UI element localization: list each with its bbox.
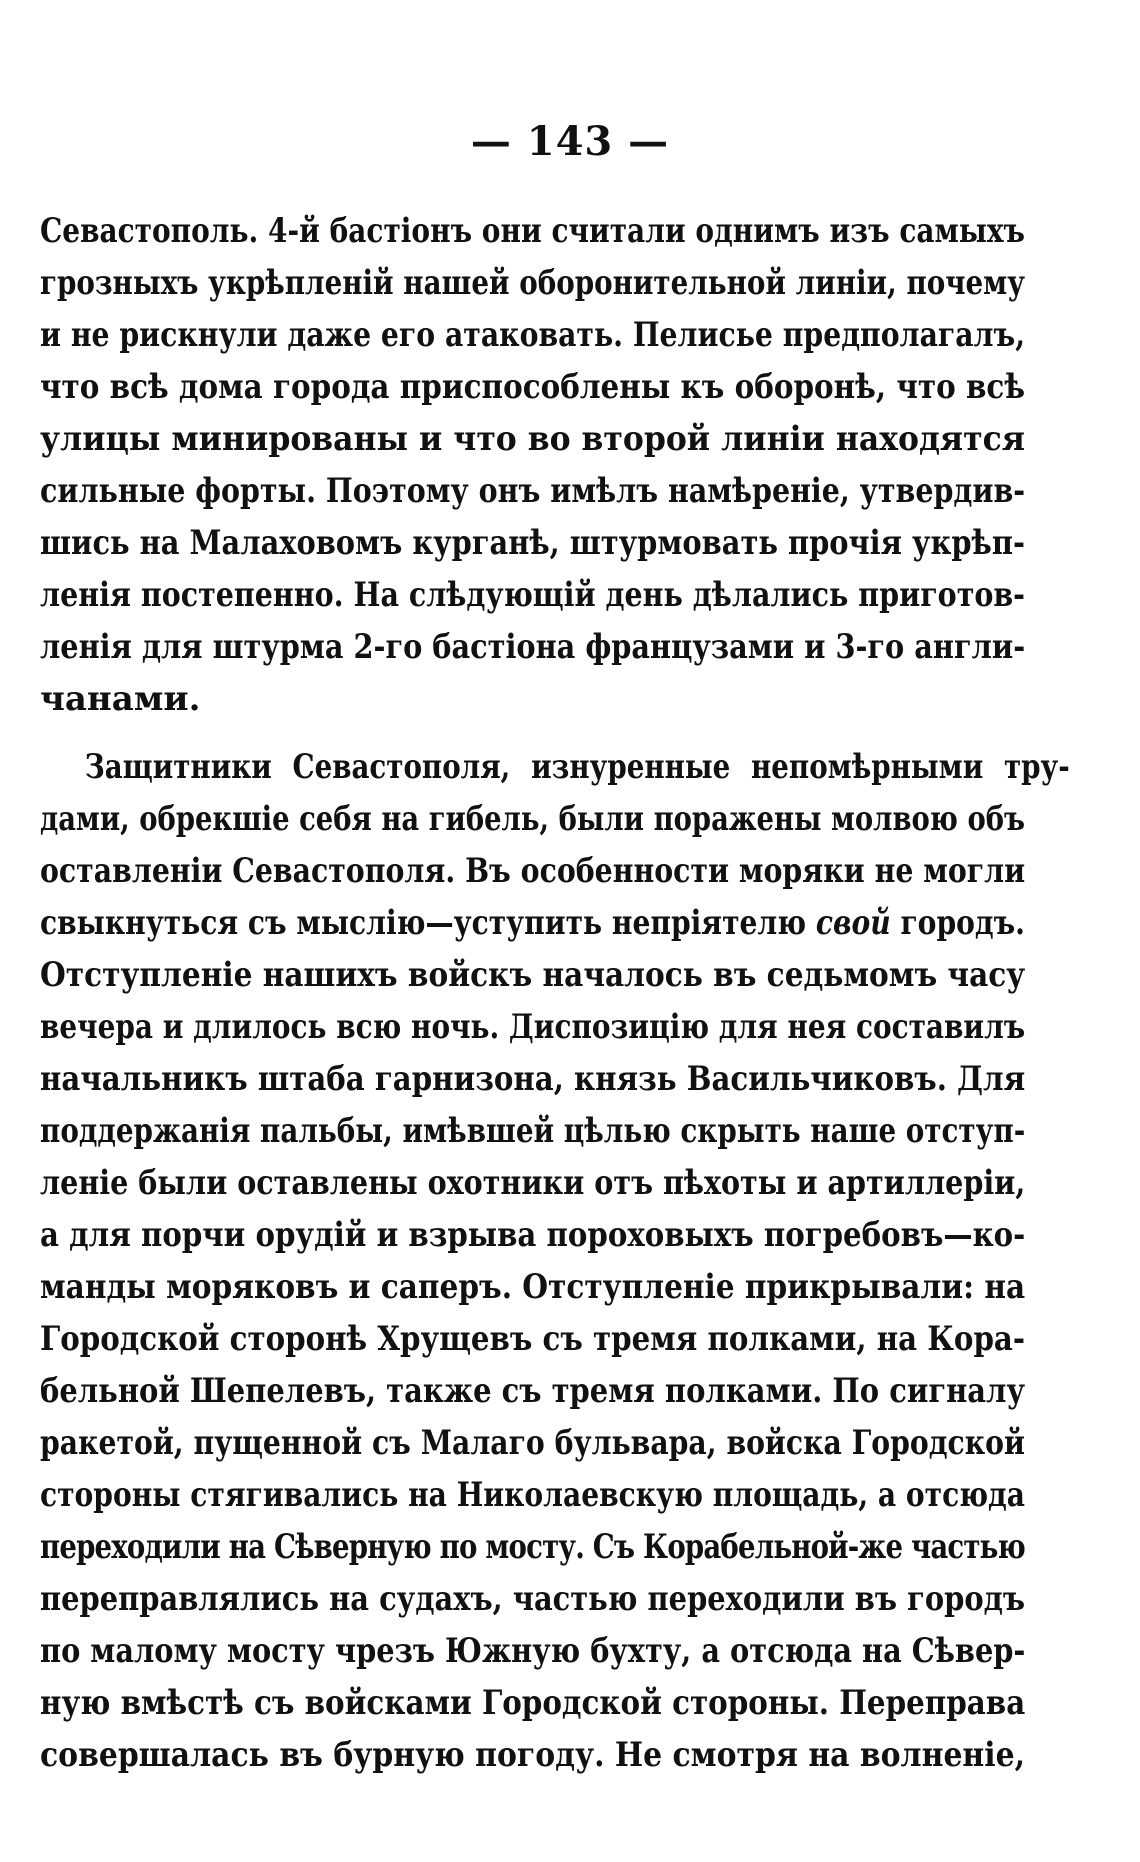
text-line: шись на Малаховомъ курганѣ, штурмовать прочія укрѣп- [40, 523, 1025, 563]
text-line: начальникъ штаба гарнизона, князь Васильчиковъ. Для [40, 1059, 1026, 1099]
text-line: чанами. [40, 679, 201, 719]
text-line: переправлялись на судахъ, частью переходили въ городъ [40, 1579, 1026, 1619]
page-number: — 143 — [470, 118, 670, 165]
text-line: и не рискнули даже его атаковать. Пелисье предполагалъ, [40, 315, 1026, 355]
text-line: стороны стягивались на Николаевскую площадь, а отсюда [40, 1475, 1025, 1515]
text-line: оставленіи Севастополя. Въ особенности моряки не могли [40, 851, 1026, 891]
text-line: ленія постепенно. На слѣдующій день дѣлались приготов- [40, 575, 1026, 615]
text-line-with-emphasis [40, 897, 1025, 949]
paragraph-1 [40, 205, 1025, 725]
emphasis-word: свой [815, 903, 891, 943]
paragraph-2 [40, 741, 1070, 1781]
text-line: вечера и длилось всю ночь. Диспозицію для нея составилъ [40, 1007, 1026, 1047]
text-line: ную вмѣстѣ съ войсками Городской стороны. Переправа [40, 1683, 1026, 1723]
text-line: бельной Шепелевъ, также съ тремя полками. По сигналу [40, 1371, 1026, 1411]
text-line: переходили на Сѣверную по мосту. Съ Корабельной-же частью [40, 1527, 1026, 1567]
text-line: по малому мосту чрезъ Южную бухту, а отсюда на Сѣвер- [40, 1631, 1026, 1671]
text-line: Защитники Севастополя, изнуренные непомѣрными тру- [84, 747, 1070, 787]
line-lead: свыкнуться съ мыслію—уступить непріятелю [40, 903, 807, 943]
text-line: совершалась въ бурную погоду. Не смотря на волненіе, [40, 1735, 1026, 1775]
text-line: поддержанія пальбы, имѣвшей цѣлью скрыть наше отступ- [40, 1111, 1026, 1151]
text-line: улицы минированы и что во второй линіи находятся [40, 419, 1026, 459]
text-line: Отступленіе нашихъ войскъ началось въ седьмомъ часу [40, 955, 1026, 995]
text-line: дами, обрекшіе себя на гибель, были поражены молвою объ [40, 799, 1026, 839]
text-line: ракетой, пущенной съ Малаго бульвара, войска Городской [40, 1423, 1025, 1463]
text-line: леніе были оставлены охотники отъ пѣхоты и артиллеріи, [40, 1163, 1026, 1203]
text-line: а для порчи орудій и взрыва пороховыхъ погребовъ—ко- [40, 1215, 1026, 1255]
text-line: сильные форты. Поэтому онъ имѣлъ намѣреніе, утвердив- [40, 471, 1026, 511]
text-line: грозныхъ укрѣпленій нашей оборонительной линіи, почему [40, 263, 1026, 303]
text-line: что всѣ дома города приспособлены къ оборонѣ, что всѣ [40, 367, 1026, 407]
text-line: манды моряковъ и саперъ. Отступленіе прикрывали: на [40, 1267, 1026, 1307]
paragraph-gap [40, 725, 1025, 741]
text-line: Севастополь. 4-й бастіонъ они считали однимъ изъ самыхъ [40, 211, 1026, 251]
text-line: Городской сторонѣ Хрущевъ съ тремя полками, на Кора- [40, 1319, 1026, 1359]
text-line: ленія для штурма 2-го бастіона французами и 3-го англи- [40, 627, 1026, 667]
line-tail: городъ. [900, 903, 1025, 943]
body-text [40, 205, 1070, 1781]
